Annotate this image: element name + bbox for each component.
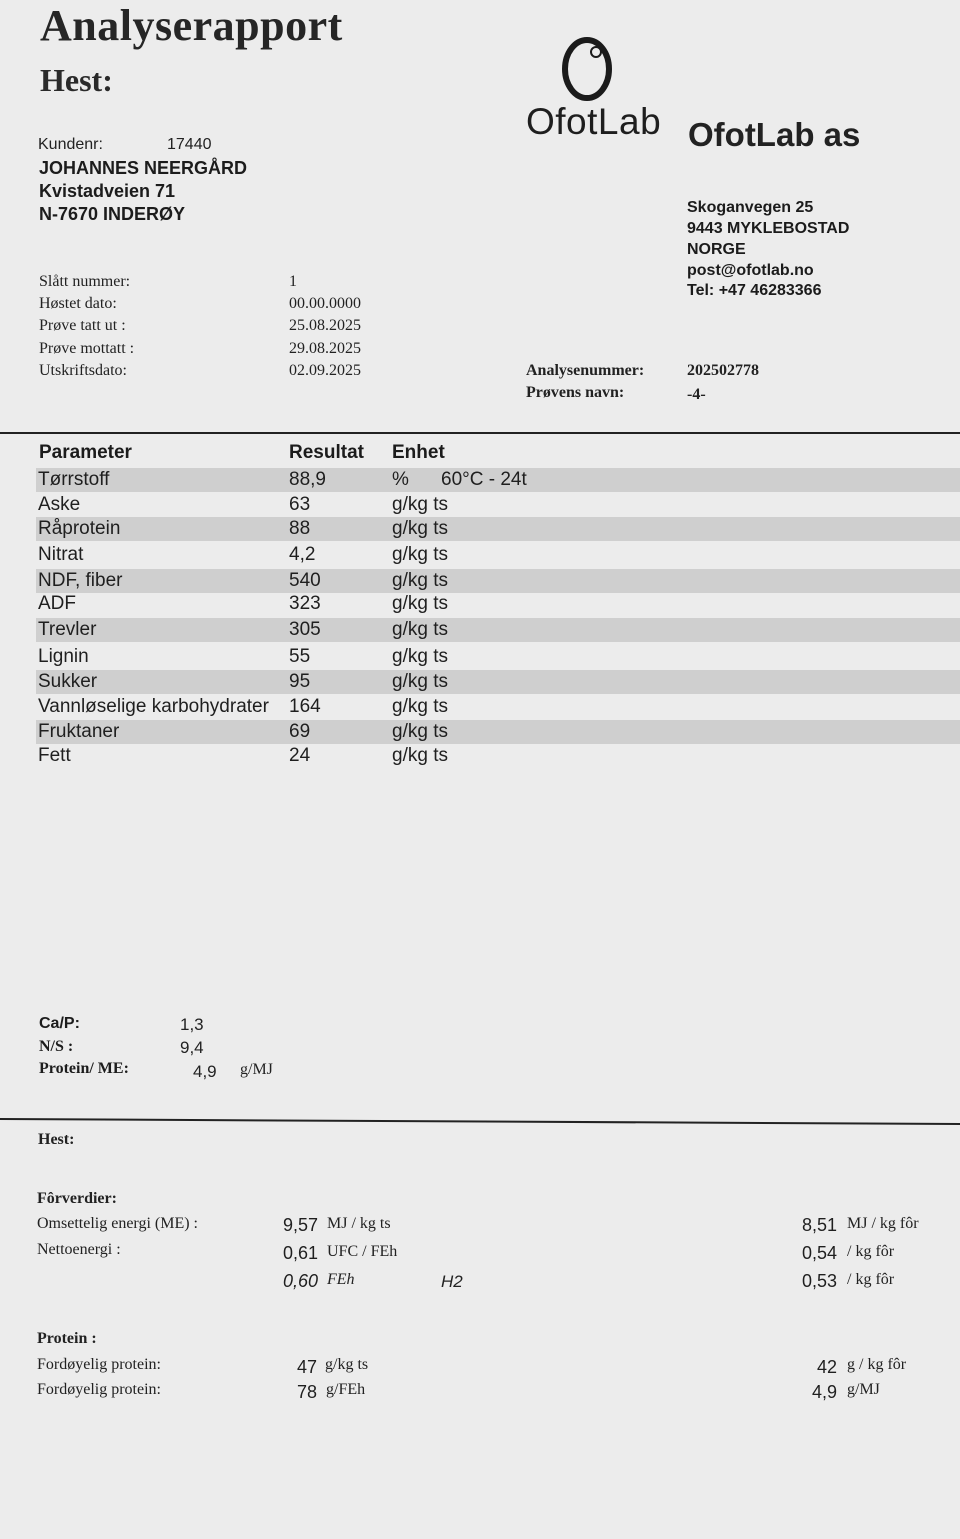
meta-label: Utskriftsdato: <box>39 362 127 379</box>
ofotlab-logo-icon <box>556 30 620 104</box>
param-name: Råprotein <box>38 518 121 539</box>
me-for-unit: MJ / kg fôr <box>847 1215 919 1232</box>
param-name: Vannløselige karbohydrater <box>38 696 269 717</box>
param-result: 323 <box>289 593 321 614</box>
meta-value: 1 <box>289 273 297 290</box>
param-name: Sukker <box>38 671 98 692</box>
table-row <box>36 543 960 567</box>
feh-value: 0,60 <box>282 1271 318 1291</box>
table-row <box>36 517 960 541</box>
param-unit: g/kg ts <box>392 646 448 667</box>
divider-line <box>0 1116 960 1128</box>
n-s-value: 9,4 <box>180 1038 204 1057</box>
customer-number: 17440 <box>167 136 212 153</box>
table-row <box>36 744 960 768</box>
param-result: 95 <box>289 671 311 692</box>
table-row <box>36 720 960 744</box>
company-country: NORGE <box>687 241 746 258</box>
param-result: 55 <box>289 646 311 667</box>
me-ts-unit: MJ / kg ts <box>327 1215 391 1232</box>
ufc-for-unit: / kg fôr <box>847 1243 895 1260</box>
digestible-protein-label: Fordøyelig protein: <box>37 1356 161 1373</box>
dp-me-unit: g/MJ <box>847 1381 880 1398</box>
param-result: 88,9 <box>289 469 326 490</box>
ufc-for-value: 0,54 <box>801 1243 837 1263</box>
digestible-protein-label: Fordøyelig protein: <box>37 1381 161 1398</box>
me-label: Omsettelig energi (ME) : <box>37 1215 198 1232</box>
table-row <box>36 645 960 669</box>
analysis-number-label: Analysenummer: <box>526 362 645 379</box>
customer-name: JOHANNES NEERGÅRD <box>39 158 248 178</box>
table-row <box>36 670 960 694</box>
protein-me-value: 4,9 <box>193 1062 217 1081</box>
param-name: Nitrat <box>38 544 84 565</box>
meta-label: Prøve tatt ut : <box>39 317 126 334</box>
param-result: 88 <box>289 518 311 539</box>
table-row <box>36 468 960 492</box>
feh-for-unit: / kg fôr <box>847 1271 895 1288</box>
param-result: 69 <box>289 721 311 742</box>
customer-street: Kvistadveien 71 <box>39 181 176 201</box>
ufc-value: 0,61 <box>282 1243 318 1263</box>
param-name: Lignin <box>38 646 89 667</box>
param-note: 60°C - 24t <box>441 469 527 490</box>
table-row <box>36 618 960 642</box>
company-name: OfotLab as <box>688 116 861 153</box>
analysis-number: 202502778 <box>687 362 759 379</box>
param-unit: g/kg ts <box>392 619 448 640</box>
param-name: Fruktaner <box>38 721 120 742</box>
dp-me-value: 4,9 <box>811 1382 837 1402</box>
table-row <box>36 569 960 593</box>
param-name: Tørrstoff <box>38 469 110 490</box>
sample-name: -4- <box>687 386 706 403</box>
n-s-label: N/S : <box>39 1038 74 1055</box>
col-header-result: Resultat <box>289 442 364 463</box>
meta-value: 29.08.2025 <box>289 340 361 357</box>
net-energy-label: Nettoenergi : <box>37 1241 121 1258</box>
protein-heading: Protein : <box>37 1330 97 1347</box>
dp-feh-unit: g/FEh <box>326 1381 366 1398</box>
col-header-unit: Enhet <box>392 442 445 463</box>
param-unit: g/kg ts <box>392 745 448 766</box>
meta-value: 00.00.0000 <box>289 295 361 312</box>
customer-city: N-7670 INDERØY <box>39 204 186 224</box>
param-unit: % <box>392 469 409 490</box>
company-email: post@ofotlab.no <box>687 262 814 279</box>
dp-for-value: 42 <box>816 1357 837 1377</box>
param-result: 63 <box>289 494 311 515</box>
dp-ts-value: 47 <box>296 1357 317 1377</box>
report-title: Analyserapport <box>40 1 343 50</box>
report-subtitle: Hest: <box>40 62 113 98</box>
logo-wordmark: OfotLab <box>526 101 662 142</box>
company-phone: Tel: +47 46283366 <box>687 282 822 299</box>
horse-heading: Hest: <box>38 1131 75 1148</box>
feh-unit: FEh <box>327 1271 355 1288</box>
param-unit: g/kg ts <box>392 671 448 692</box>
dp-ts-unit: g/kg ts <box>325 1356 369 1373</box>
param-unit: g/kg ts <box>392 518 448 539</box>
me-ts-value: 9,57 <box>282 1215 318 1235</box>
meta-label: Slått nummer: <box>39 273 131 290</box>
feed-values-heading: Fôrverdier: <box>37 1190 117 1207</box>
dp-for-unit: g / kg fôr <box>847 1356 907 1373</box>
param-unit: g/kg ts <box>392 494 448 515</box>
param-unit: g/kg ts <box>392 544 448 565</box>
protein-me-label: Protein/ ME: <box>39 1060 129 1077</box>
param-name: Fett <box>38 745 71 766</box>
table-row <box>36 493 960 517</box>
param-result: 24 <box>289 745 311 766</box>
col-header-parameter: Parameter <box>39 442 132 463</box>
meta-label: Prøve mottatt : <box>39 340 135 357</box>
dp-feh-value: 78 <box>296 1382 317 1402</box>
divider-line <box>0 432 960 434</box>
ca-p-value: 1,3 <box>180 1015 204 1034</box>
ca-p-label: Ca/P: <box>39 1015 80 1032</box>
param-name: ADF <box>38 593 76 614</box>
feh-for-value: 0,53 <box>801 1271 837 1291</box>
param-unit: g/kg ts <box>392 570 448 591</box>
meta-value: 25.08.2025 <box>289 317 361 334</box>
param-result: 540 <box>289 570 321 591</box>
company-street: Skoganvegen 25 <box>687 199 814 216</box>
meta-value: 02.09.2025 <box>289 362 361 379</box>
sample-name-label: Prøvens navn: <box>526 384 625 401</box>
meta-label: Høstet dato: <box>39 295 117 312</box>
param-result: 305 <box>289 619 321 640</box>
param-unit: g/kg ts <box>392 721 448 742</box>
table-row <box>36 695 960 719</box>
protein-me-unit: g/MJ <box>240 1061 273 1078</box>
param-name: Aske <box>38 494 81 515</box>
ufc-unit: UFC / FEh <box>327 1243 398 1260</box>
param-name: Trevler <box>38 619 97 640</box>
param-unit: g/kg ts <box>392 593 448 614</box>
customer-number-label: Kundenr: <box>38 136 103 153</box>
param-result: 164 <box>289 696 321 717</box>
me-for-value: 8,51 <box>801 1215 837 1235</box>
company-postal: 9443 MYKLEBOSTAD <box>687 220 850 237</box>
param-result: 4,2 <box>289 544 316 565</box>
feh-h2-label: H2 <box>441 1272 463 1291</box>
table-row <box>36 592 960 616</box>
param-name: NDF, fiber <box>38 570 123 591</box>
param-unit: g/kg ts <box>392 696 448 717</box>
